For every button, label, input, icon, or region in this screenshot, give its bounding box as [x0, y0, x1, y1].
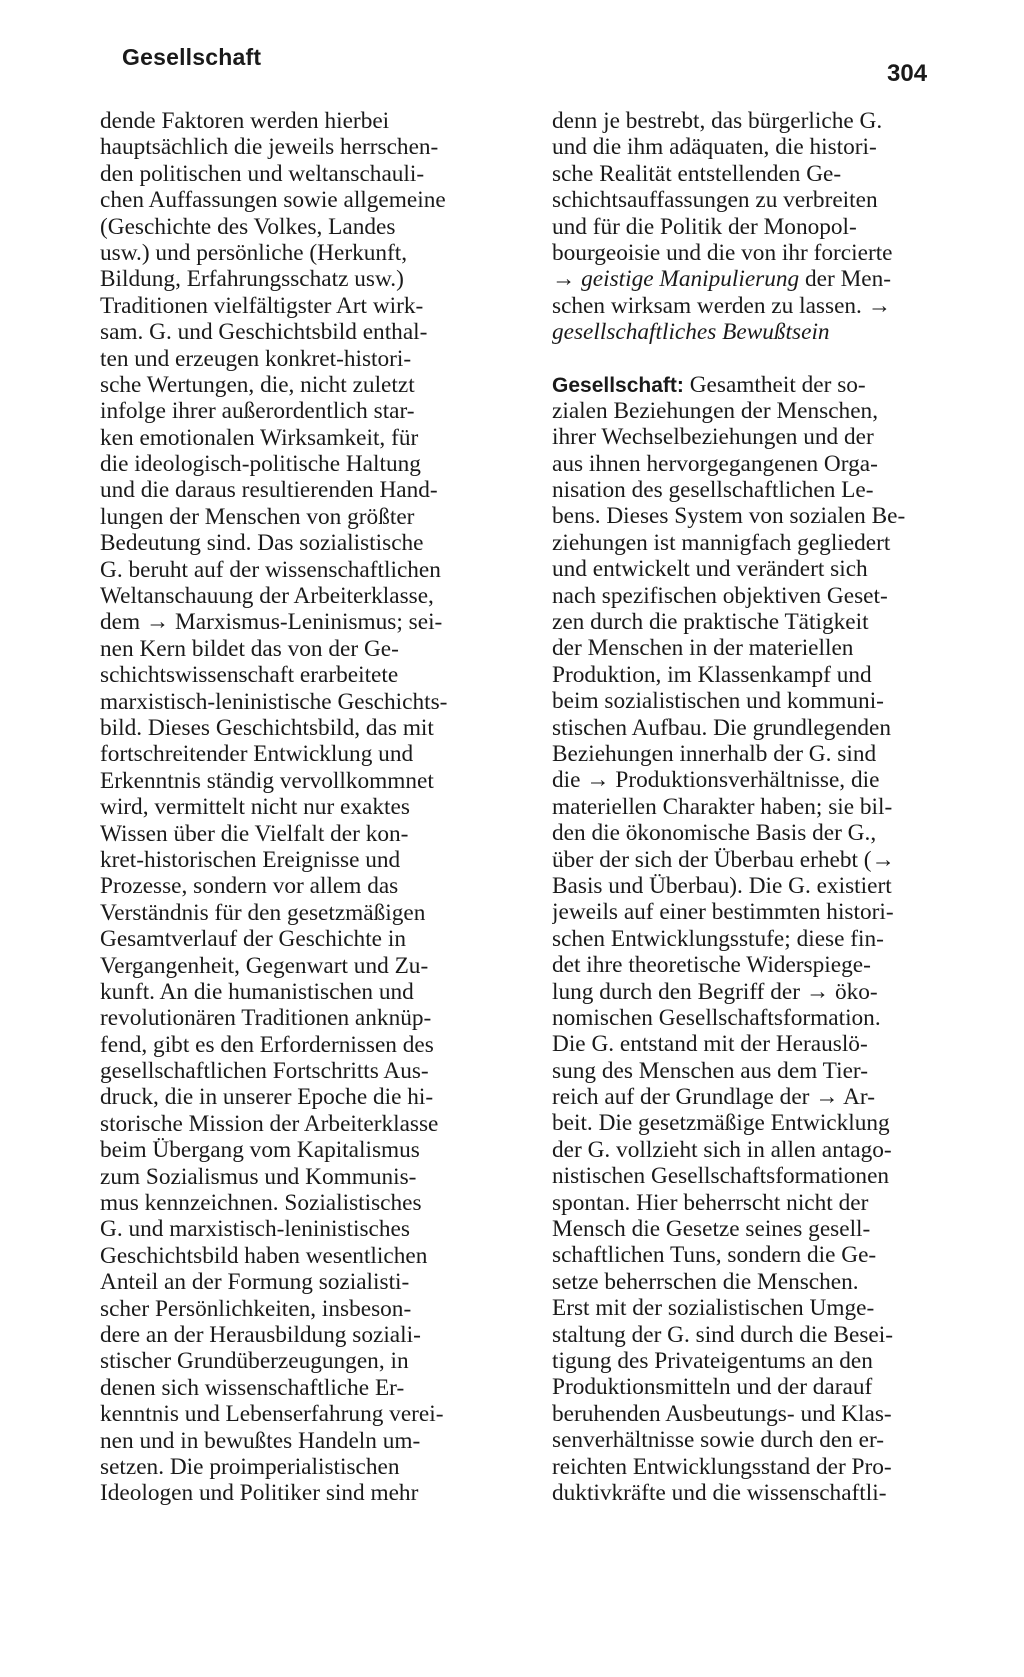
text-line: sam. G. und Geschichtsbild enthal- [100, 319, 428, 346]
text-line: duktivkräfte und die wissenschaftli- [552, 1479, 887, 1506]
text-span: Gesamtheit der so- [683, 371, 866, 398]
text-line: G. beruht auf der wissenschaftlichen [100, 556, 441, 583]
text-line: aus ihnen hervorgegangenen Orga- [552, 450, 878, 477]
text-line: Erkenntnis ständig vervollkommnet [100, 767, 434, 794]
text-line: Basis und Überbau). Die G. existiert [552, 872, 892, 899]
text-line: scher Persönlichkeiten, insbeson- [100, 1295, 412, 1322]
text-line: dere an der Herausbildung soziali- [100, 1321, 421, 1348]
text-line: Erst mit der sozialistischen Umge- [552, 1295, 875, 1322]
text-line: bild. Dieses Geschichtsbild, das mit [100, 714, 434, 741]
text-line: reich auf der Grundlage der → Ar- [552, 1084, 875, 1111]
text-line: ihrer Wechselbeziehungen und der [552, 424, 874, 451]
text-line: Gesamtverlauf der Geschichte in [100, 926, 406, 953]
text-line: (Geschichte des Volkes, Landes [100, 213, 396, 240]
page-number: 304 [887, 60, 928, 87]
text-line: Beziehungen innerhalb der G. sind [552, 740, 877, 767]
text-line: staltung der G. sind durch die Besei- [552, 1321, 893, 1348]
text-line: den die ökonomische Basis der G., [552, 820, 877, 847]
text-line: ten und erzeugen konkret-histori- [100, 345, 412, 372]
text-line: fortschreitender Entwicklung und [100, 741, 414, 768]
right-column-continuation [552, 108, 970, 266]
text-line: bourgeoisie und die von ihr forcierte [552, 239, 893, 266]
text-line: beit. Die gesetzmäßige Entwicklung [552, 1110, 890, 1137]
text-line: Traditionen vielfältigster Art wirk- [100, 292, 424, 319]
text-line: schen wirksam werden zu lassen. → [552, 292, 891, 319]
text-line: und die daraus resultierenden Hand- [100, 477, 438, 504]
text-line: Mensch die Gesetze seines gesell- [552, 1216, 871, 1243]
text-line: materiellen Charakter haben; sie bil- [552, 793, 893, 820]
entry-first-line [552, 372, 970, 398]
text-line: nomischen Gesellschaftsformation. [552, 1004, 881, 1031]
text-line: und entwickelt und verändert sich [552, 556, 868, 583]
text-line: reichten Entwicklungsstand der Pro- [552, 1453, 892, 1480]
text-line: beruhenden Ausbeutungs- und Klas- [552, 1400, 892, 1427]
text-line: Anteil an der Formung sozialisti- [100, 1269, 410, 1296]
text-line: Die G. entstand mit der Herauslö- [552, 1031, 868, 1058]
text-line: Geschichtsbild haben wesentlichen [100, 1242, 428, 1269]
text-line: Produktionsmitteln und der darauf [552, 1374, 873, 1401]
text-line: Wissen über die Vielfalt der kon- [100, 820, 409, 847]
text-line: dende Faktoren werden hierbei [100, 108, 390, 134]
text-line: infolge ihrer außerordentlich star- [100, 398, 415, 425]
text-line: nach spezifischen objektiven Geset- [552, 582, 888, 609]
text-line: chen Auffassungen sowie allgemeine [100, 187, 446, 214]
text-line: setzen. Die proimperialistischen [100, 1453, 400, 1480]
text-line: schen Entwicklungsstufe; diese fin- [552, 925, 884, 952]
text-line: Verständnis für den gesetzmäßigen [100, 899, 426, 926]
text-line: ziehungen ist mannigfach gegliedert [552, 529, 891, 556]
text-line: hauptsächlich die jeweils herrschen- [100, 134, 439, 161]
text-line: stischen Aufbau. Die grundlegenden [552, 714, 892, 741]
text-line: lungen der Menschen von größter [100, 503, 415, 530]
text-line: zialen Beziehungen der Menschen, [552, 397, 879, 424]
text-line: fend, gibt es den Erfordernissen des [100, 1031, 434, 1058]
entry-body [552, 398, 970, 1506]
text-line: revolutionären Traditionen anknüp- [100, 1005, 432, 1032]
text-line: die → Produktionsverhältnisse, die [552, 767, 880, 794]
text-line [552, 266, 970, 292]
text-line: G. und marxistisch-leninistisches [100, 1216, 410, 1243]
text-line: sche Realität entstellenden Ge- [552, 160, 842, 187]
text-line: schichtswissenschaft erarbeitete [100, 662, 399, 689]
text-line: sung des Menschen aus dem Tier- [552, 1057, 868, 1084]
text-line: denn je bestrebt, das bürgerliche G. [552, 108, 883, 134]
text-line: der G. vollzieht sich in allen antago- [552, 1136, 892, 1163]
text-line: stischer Grundüberzeugungen, in [100, 1348, 409, 1375]
text-line: kret-historischen Ereignisse und [100, 846, 401, 873]
text-line: senverhältnisse sowie durch den er- [552, 1427, 885, 1454]
right-column [552, 108, 970, 1506]
text-line: Bildung, Erfahrungsschatz usw.) [100, 266, 404, 293]
text-line: ken emotionalen Wirksamkeit, für [100, 424, 419, 451]
text-line: Produktion, im Klassenkampf und [552, 661, 872, 688]
text-line: den politischen und weltanschauli- [100, 160, 425, 187]
text-line: marxistisch-leninistische Geschichts- [100, 688, 448, 715]
text-span: der Men- [799, 266, 892, 293]
running-head: Gesellschaft [122, 44, 262, 70]
entry-gap [552, 346, 970, 372]
text-line: schichtsauffassungen zu verbreiten [552, 187, 878, 214]
text-line: jeweils auf einer bestimmten histori- [552, 899, 894, 926]
text-line: denen sich wissenschaftliche Er- [100, 1374, 405, 1401]
text-line: nisation des gesellschaftlichen Le- [552, 477, 874, 504]
text-line: druck, die in unserer Epoche die hi- [100, 1084, 434, 1111]
text-line: zum Sozialismus und Kommunis- [100, 1163, 417, 1190]
text-line: dem → Marxismus-Leninismus; sei- [100, 609, 443, 636]
cross-reference-gesellschaftliches-bewusstsein: gesellschaftliches Bewußtsein [552, 319, 830, 346]
text-line: und die ihm adäquaten, die histori- [552, 134, 877, 161]
entry-headword: Gesellschaft: [552, 373, 684, 397]
text-line: schaftlichen Tuns, sondern die Ge- [552, 1242, 877, 1269]
text-line: nistischen Gesellschaftsformationen [552, 1163, 890, 1190]
text-line: lung durch den Begriff der → öko- [552, 978, 878, 1005]
text-line: beim sozialistischen und kommuni- [552, 688, 884, 715]
text-line: kenntnis und Lebenserfahrung verei- [100, 1401, 444, 1428]
text-line: setze beherrschen die Menschen. [552, 1268, 859, 1295]
text-line: zen durch die praktische Tätigkeit [552, 609, 869, 636]
text-line: Vergangenheit, Gegenwart und Zu- [100, 952, 429, 979]
text-line: kunft. An die humanistischen und [100, 978, 414, 1005]
text-line: Bedeutung sind. Das sozialistische [100, 530, 424, 557]
text-line: sche Wertungen, die, nicht zuletzt [100, 371, 415, 398]
text-line: usw.) und persönliche (Herkunft, [100, 239, 408, 266]
text-line: nen und in bewußtes Handeln um- [100, 1427, 421, 1454]
text-line: tigung des Privateigentums an den [552, 1347, 873, 1374]
text-line: Weltanschauung der Arbeiterklasse, [100, 583, 434, 610]
text-line: nen Kern bildet das von der Ge- [100, 635, 399, 662]
text-line: gesellschaftlichen Fortschritts Aus- [100, 1058, 429, 1085]
text-line: spontan. Hier beherrscht nicht der [552, 1189, 869, 1216]
text-line: über der sich der Überbau erhebt (→ [552, 846, 895, 873]
text-line: beim Übergang vom Kapitalismus [100, 1137, 420, 1164]
text-line: und für die Politik der Monopol- [552, 213, 857, 240]
text-line: wird, vermittelt nicht nur exaktes [100, 794, 410, 821]
text-line: mus kennzeichnen. Sozialistisches [100, 1190, 422, 1217]
text-line: die ideologisch-politische Haltung [100, 451, 421, 478]
text-line: det ihre theoretische Widerspiege- [552, 952, 871, 979]
text-line: Prozesse, sondern vor allem das [100, 873, 399, 900]
text-line: bens. Dieses System von sozialen Be- [552, 503, 906, 530]
cross-reference-geistige-manipulierung: geistige Manipulierung [581, 266, 800, 293]
text-line: der Menschen in der materiellen [552, 635, 854, 662]
left-column [100, 108, 518, 1507]
text-line: Ideologen und Politiker sind mehr [100, 1480, 419, 1507]
arrow-glyph: → [552, 266, 576, 293]
text-line: storische Mission der Arbeiterklasse [100, 1110, 439, 1137]
